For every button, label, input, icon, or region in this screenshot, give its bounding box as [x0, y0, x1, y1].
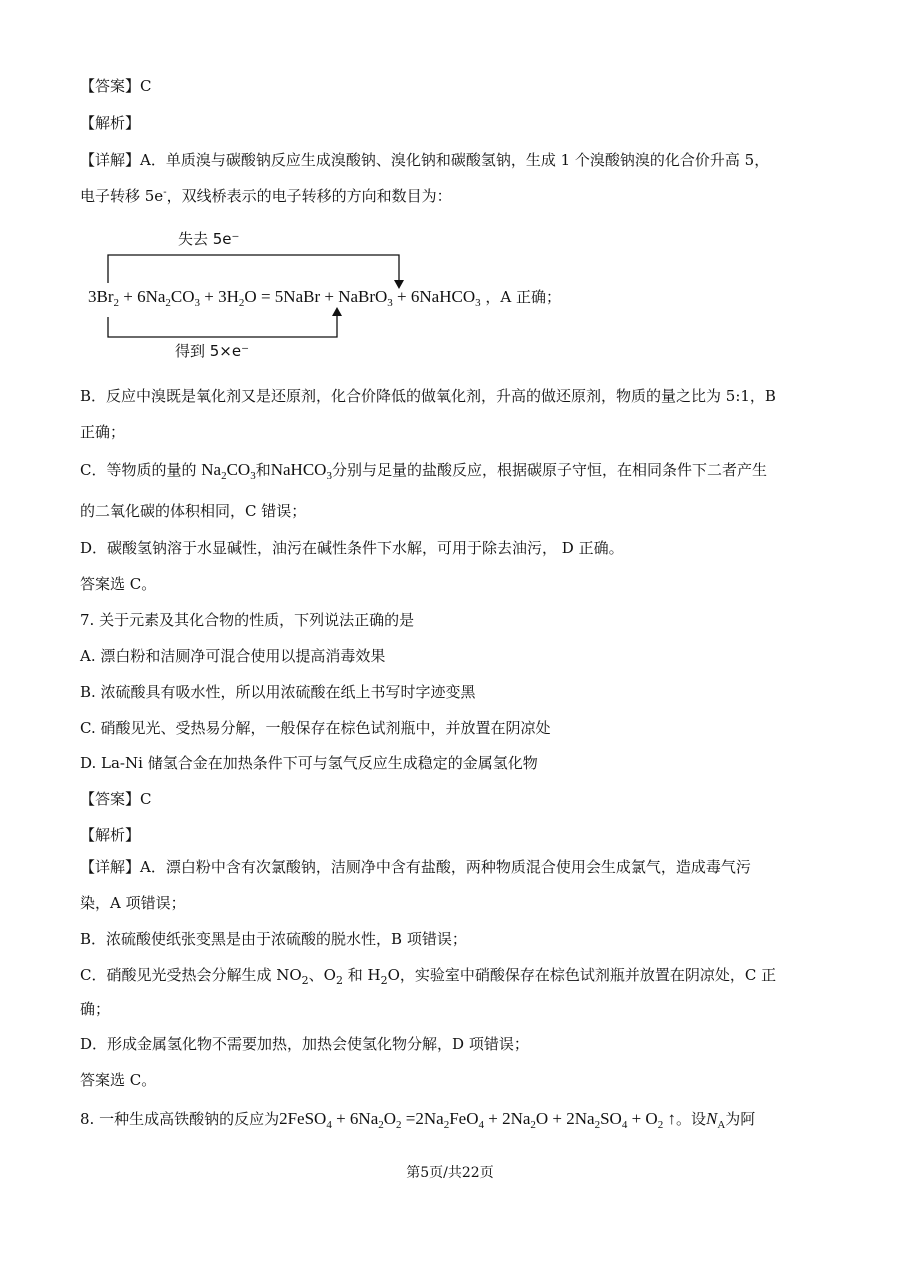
detail-text: 分别与足量的盐酸反应，根据碳原子守恒，在相同条件下二者产生	[331, 461, 767, 479]
detail-text: 8. 一种生成高铁酸钠的反应为	[80, 1110, 280, 1128]
question-stem: 7. 关于元素及其化合物的性质，下列说法正确的是	[80, 611, 415, 629]
detail-line: C．硝酸见光受热会分解生成 $NO_2$、$O_2$ 和 $H_2O$，实验室中硝酸保存在棕色试剂瓶并放置在阴凉处，C 正	[80, 966, 777, 987]
detail-text: C．硝酸见光受热会分解生成 NO	[80, 966, 302, 984]
detail-line: D．形成金属氢化物不需要加热，加热会使氢化物分解，D 项错误；	[80, 1035, 529, 1053]
conclusion: 答案选 C。	[80, 1071, 157, 1089]
formula: $Na_2CO_3$	[201, 460, 256, 482]
avogadro-symbol: $N_A$	[705, 1109, 726, 1131]
detail-text: 为阿	[725, 1110, 756, 1128]
detail-line: 确；	[80, 1000, 111, 1018]
gain-electrons-line	[108, 313, 337, 337]
detail-line: 【详解】A．漂白粉中含有次氯酸钠，洁厕净中含有盐酸，两种物质混合使用会生成氯气，造成毒气污	[80, 858, 751, 876]
detail-line: 【详解】A．单质溴与碳酸钠反应生成溴酸钠、溴化钠和碳酸氢钠，生成 1 个溴酸钠溴的化合价升高 5，	[80, 151, 770, 169]
detail-text: 电子转移 5e	[80, 187, 164, 205]
arrow-up	[332, 307, 342, 316]
detail-line: B．反应中溴既是氧化剂又是还原剂，化合价降低的做氧化剂，升高的做还原剂，物质的量之比为 5:1，B	[80, 387, 776, 405]
electron-transfer-bridge	[0, 0, 900, 380]
detail-line: 染，A 项错误；	[80, 894, 186, 912]
detail-line: B．浓硫酸使纸张变黑是由于浓硫酸的脱水性，B 项错误；	[80, 930, 467, 948]
answer-label: 【答案】C	[80, 790, 152, 808]
detail-line: D．碳酸氢钠溶于水显碱性，油污在碱性条件下水解，可用于除去油污， D 正确。	[80, 539, 624, 557]
lose-electrons-line	[108, 255, 399, 283]
equation-suffix: ，A 正确；	[485, 288, 561, 306]
chemical-equation: $3Br_2 + 6Na_2CO_3 + 3H_2O$ = 5NaBr + NaBrO$_3$ + 6NaHCO$_3$	[88, 287, 481, 309]
detail-line	[80, 459, 767, 481]
detail-line: 的二氧化碳的体积相同，C 错误；	[80, 502, 307, 520]
detail-text: 、O	[308, 966, 336, 984]
page-number: 第5页/共22页	[406, 1165, 494, 1181]
conclusion: 答案选 C。	[80, 575, 157, 593]
analysis-label: 【解析】	[80, 826, 141, 844]
option-d: D. La-Ni 储氢合金在加热条件下可与氢气反应生成稳定的金属氢化物	[80, 754, 538, 772]
option-c: C. 硝酸见光、受热易分解，一般保存在棕色试剂瓶中，并放置在阴凉处	[80, 719, 551, 737]
detail-text: 和	[255, 461, 271, 479]
formula: NaHCO$_3$	[270, 460, 332, 482]
option-a: A. 漂白粉和洁厕净可混合使用以提高消毒效果	[80, 647, 386, 665]
chemical-equation: 2FeSO$_4$ + $6Na_2O_2 =2Na_2FeO_4 + 2Na_2O + 2Na_2SO_4 + O_2$ ↑	[279, 1109, 676, 1131]
equation-line	[88, 286, 561, 308]
detail-text: O，实验室中硝酸保存在棕色试剂瓶并放置在阴凉处，C 正	[387, 966, 777, 984]
detail-text: ，双线桥表示的电子转移的方向和数目为：	[166, 187, 452, 205]
detail-text: C．等物质的量的	[80, 461, 197, 479]
detail-text: 。设	[675, 1110, 706, 1128]
answer-label: 【答案】C	[80, 77, 152, 95]
detail-text: 和 H	[342, 966, 381, 984]
gain-electrons-label: 得到 5×e⁻	[175, 342, 250, 360]
option-b: B. 浓硫酸具有吸水性，所以用浓硫酸在纸上书写时字迹变黑	[80, 683, 476, 701]
analysis-label: 【解析】	[80, 114, 141, 132]
superscript: -	[163, 187, 167, 198]
detail-line: 正确；	[80, 423, 126, 441]
question-stem	[80, 1108, 755, 1130]
lose-electrons-label: 失去 5e⁻	[178, 230, 240, 248]
